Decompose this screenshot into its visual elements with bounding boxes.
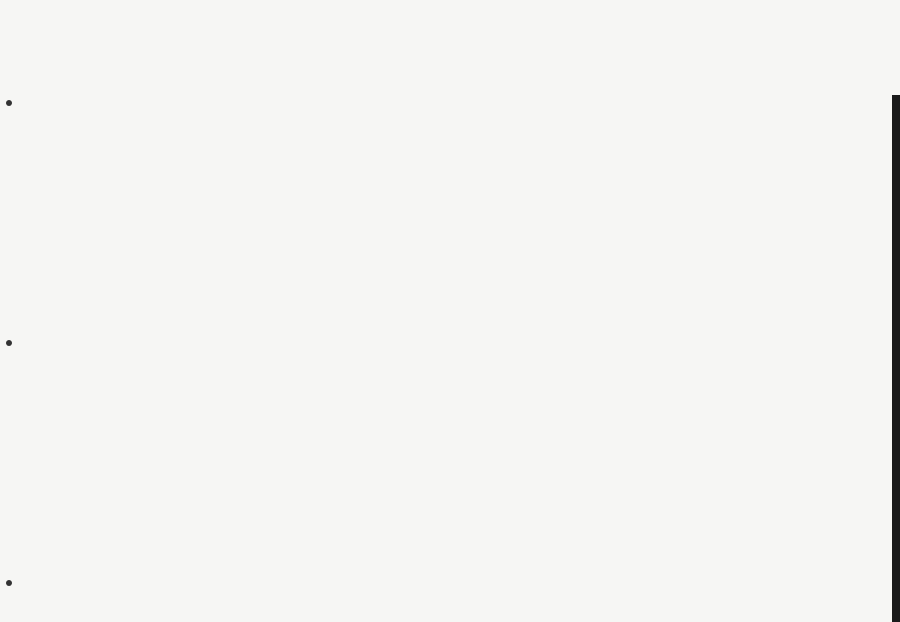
binder-hole	[6, 100, 12, 106]
scan-edge	[892, 95, 900, 622]
binder-hole	[6, 580, 12, 586]
binder-hole	[6, 340, 12, 346]
